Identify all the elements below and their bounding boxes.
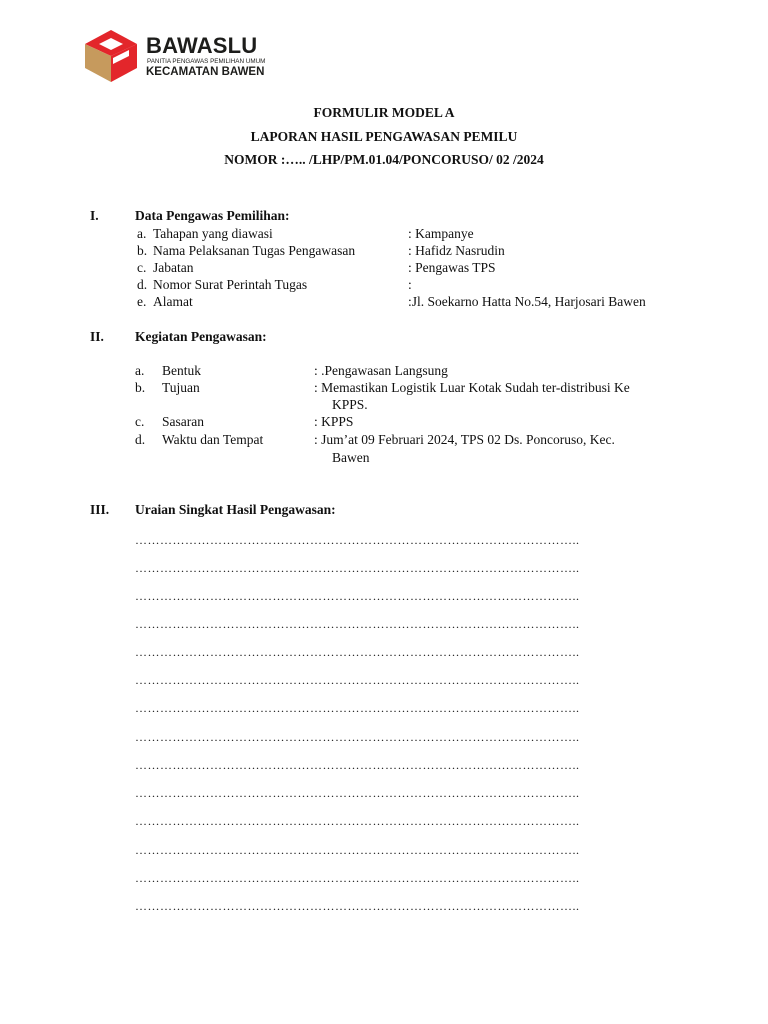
s2-row-c-letter: c. — [135, 414, 145, 429]
s1-row-e-letter: e. — [137, 294, 147, 309]
s2-row-d-value: : Jum’at 09 Februari 2024, TPS 02 Ds. Poncoruso, Kec. — [314, 432, 615, 447]
s2-row-c-label: Sasaran — [162, 414, 204, 429]
answer-line-12[interactable]: …………………………………………………………………………………………….. — [135, 843, 580, 857]
answer-line-9[interactable]: …………………………………………………………………………………………….. — [135, 758, 580, 772]
s1-row-d-letter: d. — [137, 277, 148, 292]
s1-row-e-label: Alamat — [153, 294, 193, 309]
logo-subtitle: PANITIA PENGAWAS PEMILIHAN UMUM — [147, 58, 266, 65]
s1-row-d-value: : — [408, 277, 412, 292]
answer-line-10[interactable]: …………………………………………………………………………………………….. — [135, 786, 580, 800]
answer-line-14[interactable]: …………………………………………………………………………………………….. — [135, 899, 580, 913]
answer-line-2[interactable]: …………………………………………………………………………………………….. — [135, 561, 580, 575]
answer-line-4[interactable]: …………………………………………………………………………………………….. — [135, 617, 580, 631]
section-1-numeral: I. — [90, 208, 99, 223]
answer-line-11[interactable]: …………………………………………………………………………………………….. — [135, 814, 580, 828]
s2-row-b-value: : Memastikan Logistik Luar Kotak Sudah ter-distribusi Ke — [314, 380, 630, 395]
s1-row-c-label: Jabatan — [153, 260, 194, 275]
s1-row-d-label: Nomor Surat Perintah Tugas — [153, 277, 308, 292]
s2-row-a-label: Bentuk — [162, 363, 201, 378]
answer-line-13[interactable]: …………………………………………………………………………………………….. — [135, 871, 580, 885]
answer-line-6[interactable]: …………………………………………………………………………………………….. — [135, 673, 580, 687]
section-3-numeral: III. — [90, 502, 110, 517]
s1-row-c-letter: c. — [137, 260, 147, 275]
section-2-heading: Kegiatan Pengawasan: — [135, 329, 267, 344]
section-1-heading: Data Pengawas Pemilihan: — [135, 208, 290, 223]
s1-row-c-value: : Pengawas TPS — [408, 260, 496, 275]
s2-row-a-letter: a. — [135, 363, 145, 378]
s2-row-d-label: Waktu dan Tempat — [162, 432, 264, 447]
logo-region: KECAMATAN BAWEN — [146, 66, 265, 78]
form-title: FORMULIR MODEL A — [313, 105, 455, 120]
s2-row-a-value: : .Pengawasan Langsung — [314, 363, 448, 378]
s1-row-a-label: Tahapan yang diawasi — [153, 226, 273, 241]
s2-row-b-value-cont: KPPS. — [332, 397, 368, 412]
answer-line-3[interactable]: …………………………………………………………………………………………….. — [135, 589, 580, 603]
s2-row-d-letter: d. — [135, 432, 146, 447]
section-2-numeral: II. — [90, 329, 104, 344]
answer-line-1[interactable]: …………………………………………………………………………………………….. — [135, 533, 580, 547]
report-number: NOMOR :….. /LHP/PM.01.04/PONCORUSO/ 02 /2024 — [224, 152, 544, 167]
section-3-heading: Uraian Singkat Hasil Pengawasan: — [135, 502, 336, 517]
s1-row-e-value: :Jl. Soekarno Hatta No.54, Harjosari Bawen — [408, 294, 646, 309]
logo-name: BAWASLU — [146, 33, 258, 58]
s1-row-b-label: Nama Pelaksanan Tugas Pengawasan — [153, 243, 356, 258]
s2-row-d-value-cont: Bawen — [332, 450, 370, 465]
s1-row-a-value: : Kampanye — [408, 226, 474, 241]
bawaslu-logo-icon — [83, 30, 139, 82]
s1-row-b-value: : Hafidz Nasrudin — [408, 243, 505, 258]
s1-row-b-letter: b. — [137, 243, 148, 258]
s2-row-c-value: : KPPS — [314, 414, 354, 429]
answer-line-5[interactable]: …………………………………………………………………………………………….. — [135, 645, 580, 659]
answer-line-7[interactable]: …………………………………………………………………………………………….. — [135, 701, 580, 715]
report-title: LAPORAN HASIL PENGAWASAN PEMILU — [250, 129, 518, 144]
answer-line-8[interactable]: …………………………………………………………………………………………….. — [135, 730, 580, 744]
s2-row-b-letter: b. — [135, 380, 146, 395]
s2-row-b-label: Tujuan — [162, 380, 200, 395]
s1-row-a-letter: a. — [137, 226, 147, 241]
